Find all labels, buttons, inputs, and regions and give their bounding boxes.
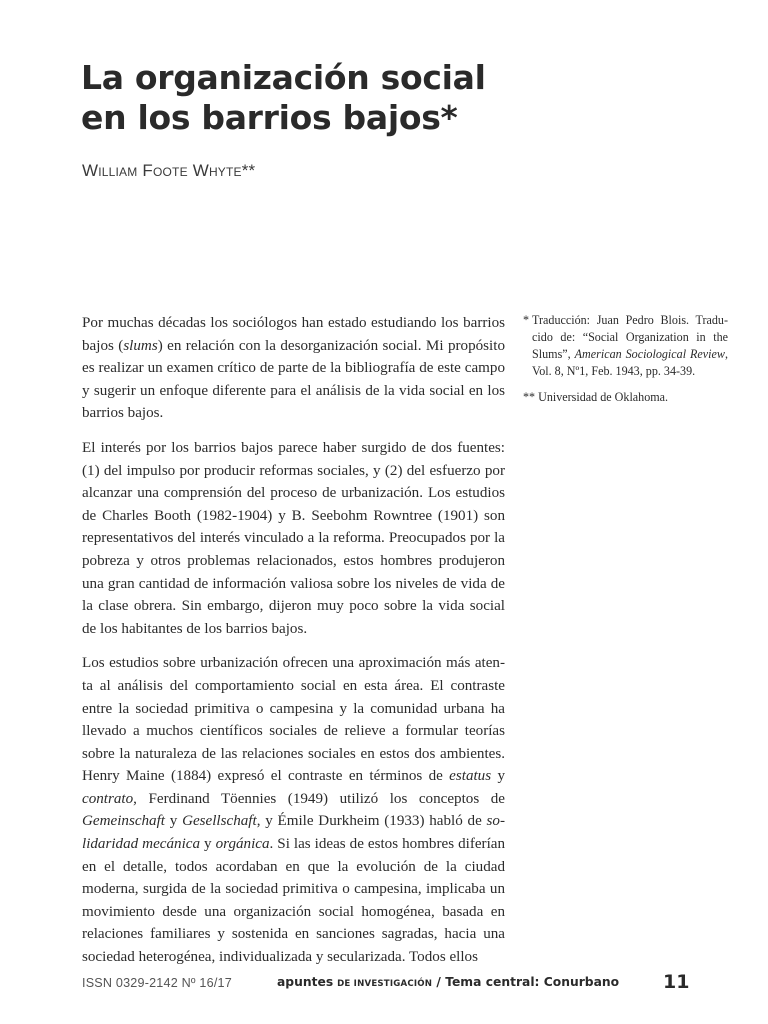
page-number: 11 — [663, 971, 690, 993]
title-line-2: en los barrios bajos* — [81, 98, 458, 137]
body-paragraph-3: Los estudios sobre urbanización ofrecen una aproximación más atenta al análisis del comportamiento social en esta área. El contraste entre la sociedad primitiva o campesina y la comunidad urbana ha llevado a muchos científicos sociales de relieve a formular teorías sobre la naturaleza de las relaciones sociales en estos dos ambientes. Henry Maine (1884) expresó el contraste en términos de estatus y contrato, Ferdinand Töennies (1949) utilizó los conceptos de Gemeinschaft y Gesellschaft, y Émile Durkheim (1933) habló de solidaridad mecánica y orgánica. Si las ideas de estos hombres diferían en el detalle, todos acordaban en que la evolución de la ciudad moderna, surgida de la sociedad primitiva o campesina, implicaba un movimiento desde una organización social homogénea, basada en relaciones familiares y sostenida en sanciones sagradas, hacia una sociedad heterogénea, individualizada y secularizada. Todos ellos — [82, 655, 506, 966]
body-paragraph-2: El interés por los barrios bajos parece haber surgido de dos fuentes: (1) del impulso por producir reformas sociales, y (2) del esfuerzo por alcanzar una comprensión del proceso de urbanización. Los estudios de Charles Booth (1982-1904) y B. Seebohm Rowntree (1901) son representativos del interés vinculado a la reforma. Preocupados por la pobreza y otros problemas relacionados, estos hombres produjeron una gran cantidad de información valiosa sobre los niveles de vida de la clase obrera. Sin embargo, dijeron muy poco sobre la vida social de los habitantes de los barrios bajos. — [82, 439, 505, 637]
author-name: William Foote Whyte** — [82, 161, 256, 180]
title-separator: / — [432, 975, 446, 989]
journal-subtitle: DE INVESTIGACIÓN — [337, 979, 433, 989]
body-paragraph-1: Por muchas décadas los sociólogos han estado estudiando los barrios bajos (slums) en relación con la desorganización social. Mi propósito es realizar un examen crítico de parte de la bibliografía de este campo y sugerir un enfoque diferente para el análisis de la vida social en los barrios bajos. — [82, 315, 505, 422]
emphasis-contrato: contrato — [82, 790, 134, 807]
footnote-affiliation — [523, 389, 728, 406]
emphasis-gemeinschaft: Gemeinschaft — [82, 813, 165, 830]
emphasis-solidaridad-mecanica: solidaridad mecánica — [82, 813, 505, 853]
emphasis-gesellschaft: Gesellschaft — [182, 813, 257, 830]
footnote-marker: * — [523, 313, 530, 327]
journal-name: apuntes — [277, 975, 334, 989]
footnote-marker: ** — [523, 390, 536, 404]
footnote-text: Universidad de Oklahoma. — [538, 390, 669, 404]
journal-running-title — [277, 975, 619, 989]
issn-label: ISSN 0329-2142 Nº 16/17 — [82, 976, 232, 990]
article-title — [81, 58, 641, 138]
journal-title-emphasis: American Sociological Review — [574, 347, 725, 361]
emphasis-slums: slums — [123, 337, 158, 354]
emphasis-estatus: estatus — [449, 768, 492, 785]
section-title: Tema central: Conurbano — [445, 975, 620, 989]
main-text-column — [82, 312, 505, 981]
page-footer — [0, 971, 768, 998]
footnote-translation — [523, 312, 728, 380]
footnote-text: Traducción: Juan Pedro Blois. Traducido de: “Social Organization in the Slums”, American Sociological Review, Vol. 8, Nº1, Feb. 1943, pp. 34-39. — [532, 313, 728, 378]
emphasis-organica: orgánica — [215, 836, 270, 853]
side-notes — [523, 312, 728, 415]
title-line-1: La organización social — [81, 58, 486, 97]
